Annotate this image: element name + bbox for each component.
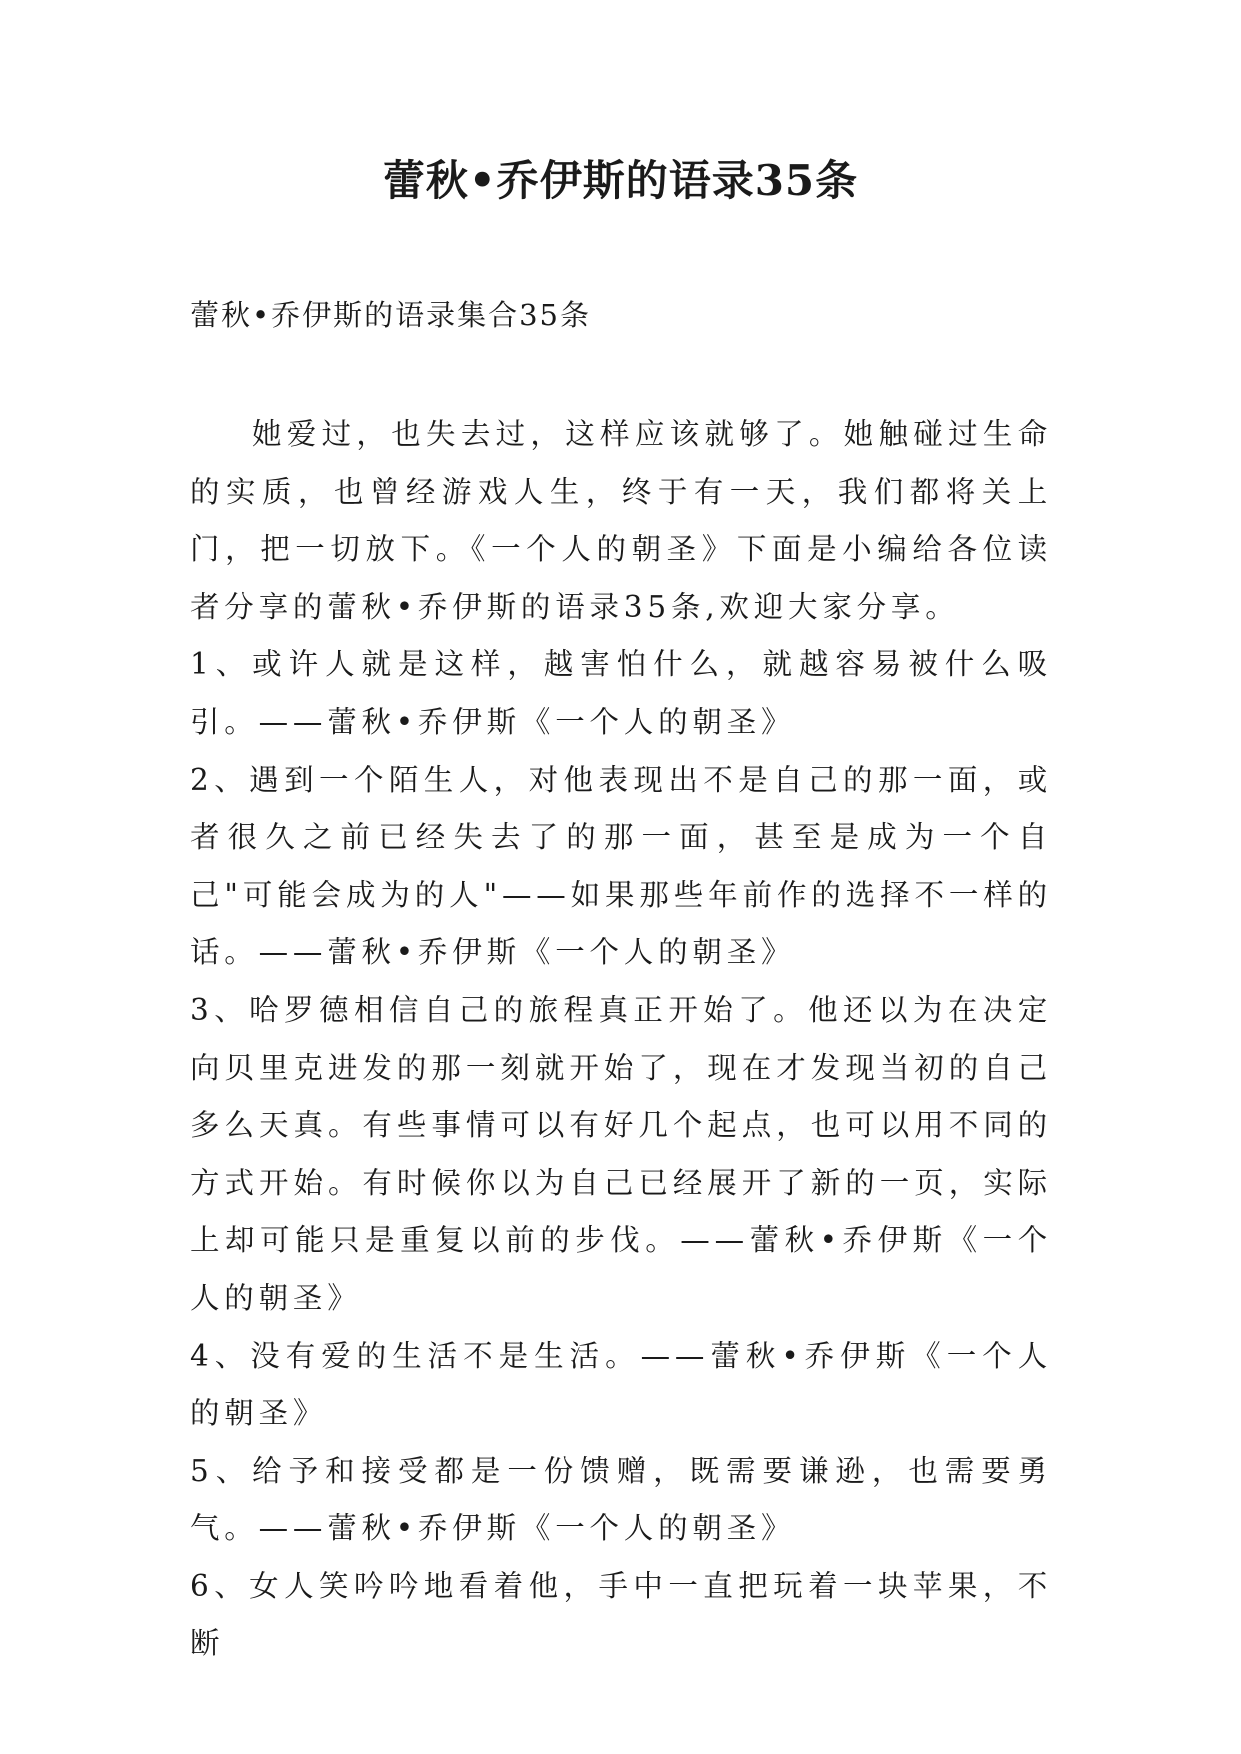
page-title: 蕾秋•乔伊斯的语录35条 xyxy=(382,156,859,205)
quote-item-2: 2、遇到一个陌生人，对他表现出不是自己的那一面，或者很久之前已经失去了的那一面，甚至是成为一个自己"可能会成为的人"——如果那些年前作的选择不一样的话。——蕾秋•乔伊斯《一个人的朝圣》 xyxy=(190,762,1052,970)
document-subtitle: 蕾秋•乔伊斯的语录集合35条 xyxy=(190,298,592,332)
quote-item-4: 4、没有爱的生活不是生活。——蕾秋•乔伊斯《一个人的朝圣》 xyxy=(190,1338,1052,1431)
quote-item-5: 5、给予和接受都是一份馈赠，既需要谦逊，也需要勇气。——蕾秋•乔伊斯《一个人的朝圣》 xyxy=(190,1453,1052,1546)
intro-paragraph: 她爱过，也失去过，这样应该就够了。她触碰过生命的实质，也曾经游戏人生，终于有一天，我们都将关上门，把一切放下。《一个人的朝圣》下面是小编给各位读者分享的蕾秋•乔伊斯的语录35条,欢迎大家分享。 xyxy=(190,417,1052,624)
document-body xyxy=(190,406,1052,1673)
quote-item-1: 1、或许人就是这样，越害怕什么，就越容易被什么吸引。——蕾秋•乔伊斯《一个人的朝圣》 xyxy=(190,647,1052,739)
quote-item-3: 3、哈罗德相信自己的旅程真正开始了。他还以为在决定向贝里克进发的那一刻就开始了，现在才发现当初的自己多么天真。有些事情可以有好几个起点，也可以用不同的方式开始。有时候你以为自己已经展开了新的一页，实际上却可能只是重复以前的步伐。——蕾秋•乔伊斯《一个人的朝圣》 xyxy=(190,992,1052,1315)
quote-item-6: 6、女人笑吟吟地看着他，手中一直把玩着一块苹果，不断 xyxy=(190,1568,1052,1661)
